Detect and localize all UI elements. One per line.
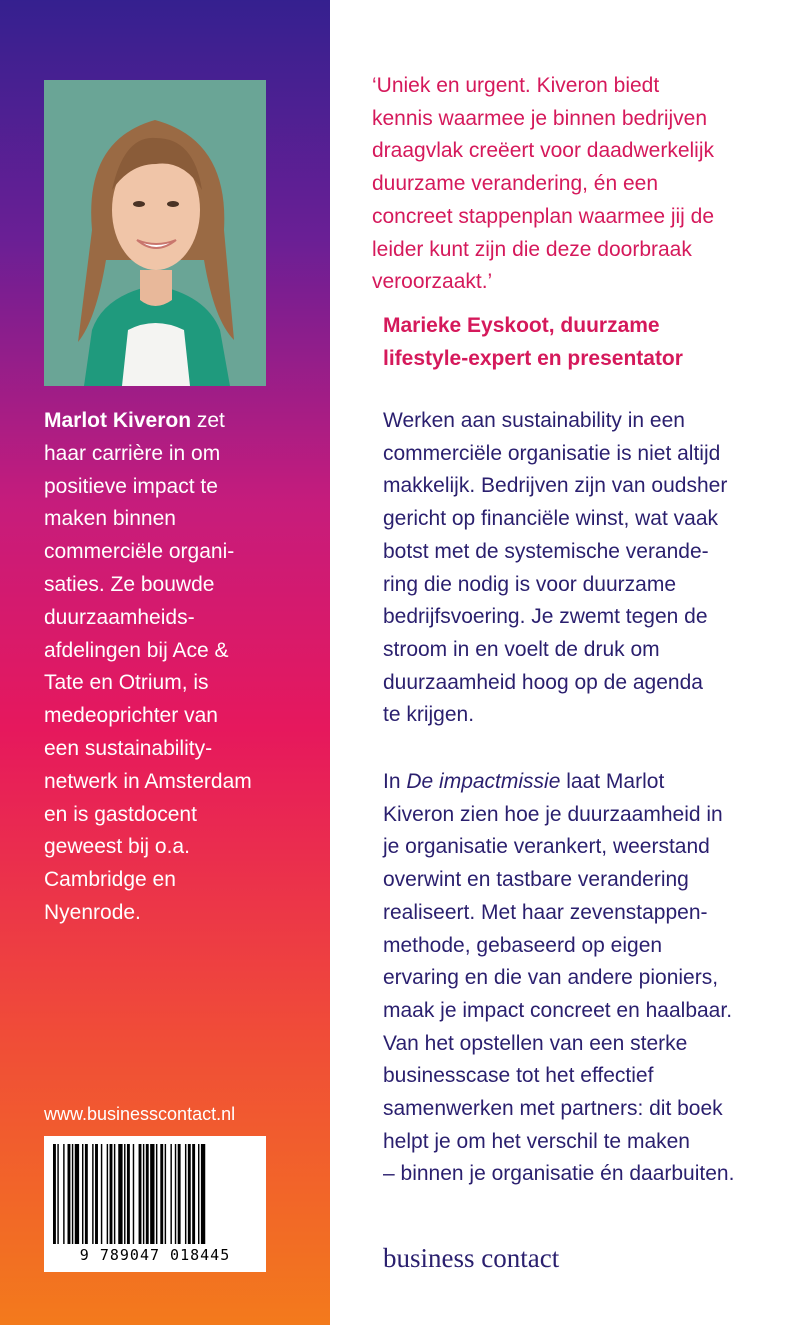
- author-bio: [44, 405, 314, 930]
- isbn-barcode: [44, 1136, 266, 1272]
- author-bio-text: zet haar carrière in om positieve impact te maken binnen commerciële organi- saties. Ze bouwde duurzaamheids- afdelingen bij Ace & Tate en Otrium, is medeoprichter van een sustainability- netwerk in Amsterdam en is gastdocent geweest bij o.a. Cambridge en Nyenrode.: [44, 409, 252, 924]
- endorsement-author: Marieke Eyskoot, duurzame lifestyle-expert en presentator: [383, 314, 683, 370]
- book-title: De impactmissie: [406, 770, 561, 793]
- barcode-icon: [53, 1144, 257, 1244]
- author-photo: [44, 80, 266, 386]
- publisher-logo: business contact: [383, 1243, 560, 1273]
- author-portrait-image: [44, 80, 266, 386]
- left-gradient-panel: [0, 0, 330, 1325]
- paragraph-2-prefix: In: [383, 770, 407, 793]
- paragraph-2-text: laat Marlot Kiveron zien hoe je duurzaamheid in je organisatie verankert, weerstand overwint en tastbare verandering realiseert. Met haar zevenstappen- methode, gebaseerd op eigen ervaring en die van andere pioniers, maak je impact concreet en haalbaar. Van het opstellen van een sterke businesscase tot het effectief samenwerken met partners: dit boek helpt je om het verschil te maken – binnen je organisatie én daarbuiten.: [383, 770, 735, 1186]
- description-paragraph-2: [383, 766, 793, 1191]
- publisher-website: www.businesscontact.nl: [44, 1104, 236, 1124]
- description-paragraph-1: Werken aan sustainability in een commerciële organisatie is niet altijd makkelijk. Bedrijven zijn van oudsher gericht op financiële winst, wat vaak botst met de systemische verande- ring die nodig is voor duurzame bedrijfsvoering. Je zwemt tegen de stroom in en voelt de druk om duurzaamheid hoog op de agenda te krijgen.: [383, 409, 728, 727]
- isbn-number: 9 789047 018445: [79, 1246, 231, 1264]
- endorsement-quote: ‘Uniek en urgent. Kiveron biedt kennis waarmee je binnen bedrijven draagvlak creëert voor daadwerkelijk duurzame verandering, én een concreet stappenplan waarmee jij de leider kunt zijn die deze doorbraak veroorzaakt.’: [372, 74, 715, 294]
- author-name: Marlot Kiveron: [44, 409, 192, 432]
